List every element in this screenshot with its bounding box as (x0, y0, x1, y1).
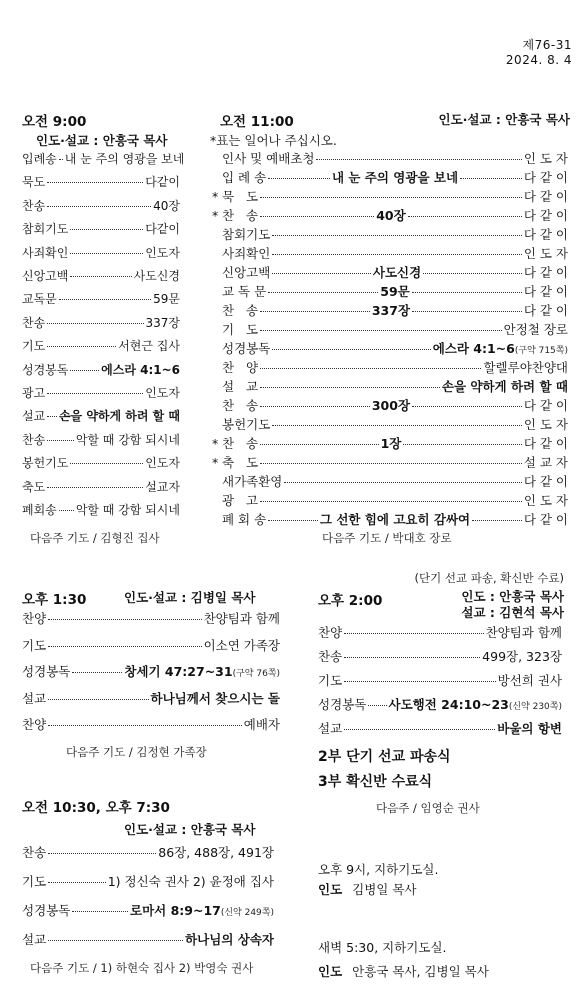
dot-leader (272, 273, 371, 274)
stand-marker: * (212, 436, 219, 451)
dot-leader (268, 520, 318, 521)
dot-leader (47, 323, 143, 324)
order-row (22, 718, 280, 732)
order-label: 찬 송 (222, 398, 259, 413)
order-value: 찬양팀과 함께 (203, 611, 280, 626)
order-row (22, 612, 280, 626)
order-row (22, 152, 185, 166)
order-label: 새가족환영 (222, 474, 283, 489)
order-value: 59문 (153, 292, 180, 307)
prayer-time: 오후 9시, 지하기도실. (318, 862, 439, 877)
order-label: 광 고 (222, 493, 259, 508)
dot-leader (460, 178, 522, 179)
order-row (22, 904, 274, 919)
dot-leader (260, 444, 378, 445)
order-label: 입 례 송 (222, 170, 267, 185)
order-row (22, 692, 280, 706)
order-value: 다 같 이 (523, 512, 569, 527)
dot-leader (408, 216, 522, 217)
service-time: 오전 9:00 (22, 114, 87, 130)
order-label: 기도 (22, 339, 46, 354)
order-row (22, 434, 180, 447)
doc-number: 제76-31 (522, 38, 572, 52)
order-label: 묵도 (22, 175, 46, 190)
order-value: 손을 약하게 하려 할 때 (441, 379, 568, 394)
dot-leader (72, 672, 122, 673)
order-row (212, 342, 568, 357)
order-label: 참회기도 (22, 222, 69, 237)
order-value: 인도자 (145, 245, 180, 260)
stand-marker: * (212, 189, 219, 204)
dot-leader (47, 487, 143, 488)
order-row (22, 875, 274, 889)
page-ref: (구약 76쪽) (232, 669, 280, 679)
leader-value: 안흥국 목사, 김병일 목사 (352, 964, 489, 979)
dot-leader (59, 299, 151, 300)
order-value: 다 같 이 (523, 227, 568, 242)
order-label: 성경봉독 (22, 362, 69, 377)
order-value: 방선희 권사 (497, 673, 562, 688)
order-row (22, 340, 180, 353)
order-label: 묵 도 (222, 189, 259, 204)
dot-leader (48, 646, 201, 647)
next-week-prayer: 다음주 기도 / 1) 하현숙 집사 2) 박영숙 권사 (30, 961, 254, 975)
bulletin-date: 2024. 8. 4 (505, 53, 572, 67)
dot-leader (272, 349, 430, 350)
prayer-leader (318, 962, 489, 980)
order-row (212, 209, 568, 223)
order-label: 축도 (22, 479, 46, 494)
order-detail: 59문 (380, 284, 410, 299)
order-label: 신앙고백 (222, 265, 271, 280)
dot-leader (260, 387, 440, 388)
dot-leader (272, 235, 522, 236)
dot-leader (70, 276, 131, 277)
service-preacher: 설교 : 김현석 목사 (461, 605, 564, 620)
order-label: 봉헌기도 (22, 456, 69, 471)
dot-leader (260, 311, 370, 312)
order-row (212, 494, 568, 508)
order-label: 찬양 (318, 625, 343, 640)
order-row (22, 639, 280, 653)
dot-leader (70, 370, 99, 371)
page-ref: (신약 230쪽) (508, 702, 562, 712)
order-row (318, 698, 562, 713)
order-label: 봉헌기도 (222, 417, 271, 432)
order-value: 다 같 이 (523, 170, 568, 185)
order-value: 사도신경 (133, 269, 180, 283)
order-label: 설교 (22, 932, 47, 947)
dot-leader (412, 406, 522, 407)
order-detail: 40장 (376, 208, 406, 223)
order-value: 악할 때 강함 되시네 (75, 432, 180, 447)
next-week-prayer: 다음주 기도 / 박대호 장로 (322, 531, 452, 545)
order-value: 바울의 항변 (497, 721, 562, 736)
order-row (318, 674, 562, 688)
dot-leader (47, 182, 143, 183)
dot-leader (59, 510, 74, 511)
dot-leader (260, 501, 522, 502)
order-value: 1) 정신숙 권사 2) 윤정애 집사 (107, 874, 274, 889)
order-value: 인 도 자 (523, 493, 568, 508)
order-row (212, 418, 568, 432)
prayer-leader (318, 880, 417, 898)
order-label: 참회기도 (222, 227, 271, 242)
order-row (212, 361, 568, 375)
dot-leader (344, 729, 495, 730)
order-label: 기도 (22, 637, 47, 653)
dot-leader (272, 254, 522, 255)
order-value: 인 도 자 (523, 151, 568, 166)
order-detail: 337장 (371, 303, 411, 318)
order-row (22, 387, 180, 400)
order-value: 86장, 488장, 491장 (158, 845, 274, 860)
next-week-prayer: 다음주 / 임영순 권사 (376, 801, 480, 815)
dot-leader (260, 368, 481, 369)
order-value: 에스라 4:1~6 (101, 362, 180, 377)
order-label: 기도 (318, 673, 343, 688)
order-value: 사도행전 24:10~23 (388, 697, 509, 712)
dot-leader (403, 444, 521, 445)
dot-leader (260, 406, 370, 407)
dot-leader (344, 657, 480, 658)
order-value: 설교자 (145, 479, 180, 494)
order-value: 다 같 이 (523, 303, 568, 318)
next-week-prayer: 다음주 기도 / 김형진 집사 (30, 531, 160, 545)
order-row (318, 722, 562, 736)
dot-leader (70, 253, 143, 254)
page-ref: (구약 715쪽) (514, 346, 568, 356)
order-value: 다 같 이 (523, 398, 568, 413)
order-row (212, 323, 568, 337)
order-value: 서현근 집사 (118, 339, 180, 354)
order-value: 인도자 (145, 386, 180, 400)
dot-leader (316, 159, 521, 160)
order-row (212, 380, 568, 394)
order-row (22, 176, 180, 189)
order-value: 다 같 이 (523, 284, 569, 299)
order-row (22, 504, 180, 517)
order-row (22, 846, 274, 860)
order-label: 성경봉독 (22, 903, 71, 918)
order-label: 찬 송 (222, 208, 259, 223)
order-detail: 1장 (380, 436, 402, 451)
dot-leader (412, 311, 522, 312)
order-row (212, 266, 568, 280)
dot-leader (260, 330, 502, 331)
order-value: 찬양팀과 함께 (485, 625, 562, 640)
service-leader: 인도·설교 : 안흥국 목사 (438, 112, 570, 127)
order-row (318, 626, 562, 640)
order-value: 설 교 자 (523, 455, 568, 470)
order-row (212, 456, 568, 470)
order-label: 설교 (318, 721, 343, 736)
dot-leader (47, 393, 143, 394)
order-row (318, 650, 562, 664)
dot-leader (272, 425, 522, 426)
order-value: 다같이 (145, 222, 180, 237)
order-value: 다 같 이 (523, 189, 568, 204)
order-label: 기도 (22, 874, 47, 889)
order-value: 다같이 (145, 175, 180, 190)
service-time: 오전 11:00 (220, 114, 294, 130)
order-label: 설교 (22, 409, 46, 424)
order-label: 신앙고백 (22, 269, 69, 283)
order-row (212, 437, 568, 451)
service-note: (단기 선교 파송, 확신반 수료) (414, 571, 564, 585)
order-row (212, 152, 568, 166)
service-leader: 인도 : 안흥국 목사 (461, 589, 564, 604)
dot-leader (47, 416, 57, 417)
order-row (22, 223, 180, 236)
order-row (212, 171, 568, 185)
dot-leader (344, 681, 495, 682)
order-label: 찬송 (22, 198, 46, 213)
order-value: 인 도 자 (523, 417, 568, 432)
order-value: 337장 (145, 315, 180, 330)
order-row (22, 481, 180, 494)
order-value: 이소연 가족장 (203, 637, 280, 653)
order-label: 설 교 (222, 379, 259, 394)
order-row (22, 270, 180, 283)
order-row (22, 457, 180, 470)
part-3: 3부 확신반 수료식 (318, 774, 433, 790)
order-row (212, 399, 568, 413)
dot-leader (48, 699, 148, 700)
order-label: 광고 (22, 386, 46, 400)
order-label: 찬송 (22, 315, 46, 330)
order-label: 찬양 (22, 611, 47, 626)
dot-leader (412, 292, 522, 293)
service-leader: 인도·설교 : 안흥국 목사 (124, 822, 256, 837)
order-label: 축 도 (222, 455, 259, 470)
service-time: 오후 1:30 (22, 592, 87, 608)
order-row (212, 228, 568, 242)
standing-note: *표는 일어나 주십시오. (210, 133, 337, 148)
order-value: 인도자 (145, 456, 180, 471)
prayer-time: 새벽 5:30, 지하기도실. (318, 940, 447, 955)
order-value: 다 같 이 (523, 208, 568, 223)
leader-value: 김병일 목사 (352, 882, 417, 897)
order-detail: 에스라 4:1~6 (432, 341, 515, 356)
service-time: 오전 10:30, 오후 7:30 (22, 800, 170, 816)
order-value: 499장, 323장 (482, 649, 562, 664)
order-row (212, 190, 568, 204)
order-row (22, 200, 180, 213)
service-time: 오후 2:00 (318, 593, 383, 609)
order-row (212, 247, 568, 261)
order-row (212, 513, 568, 527)
dot-leader (284, 482, 521, 483)
part-2: 2부 단기 선교 파송식 (318, 749, 451, 765)
dot-leader (260, 216, 374, 217)
leader-label: 인도 (318, 964, 343, 979)
order-label: 성경봉독 (222, 341, 271, 356)
dot-leader (47, 440, 74, 441)
order-detail: 사도신경 (372, 265, 422, 280)
order-value: 손을 약하게 하려 할 때 (58, 409, 180, 424)
dot-leader (48, 940, 183, 941)
dot-leader (344, 633, 483, 634)
order-detail: 300장 (371, 398, 411, 413)
dot-leader (260, 197, 522, 198)
order-row (22, 410, 180, 423)
order-label: 성경봉독 (318, 697, 367, 712)
order-label: 찬 양 (222, 360, 259, 375)
order-value: 다 같 이 (523, 436, 569, 451)
dot-leader (70, 463, 143, 464)
order-row (212, 304, 568, 318)
order-value: 할렐루야찬양대 (483, 360, 568, 375)
order-detail: 내 눈 주의 영광을 보네 (331, 170, 459, 185)
dot-leader (47, 346, 116, 347)
dot-leader (268, 178, 330, 179)
service-leader: 인도·설교 : 김병일 목사 (124, 590, 256, 605)
order-label: 폐 회 송 (222, 512, 267, 527)
order-row (22, 247, 180, 260)
dot-leader (423, 273, 522, 274)
order-row (212, 475, 568, 489)
service-leader: 인도·설교 : 안흥국 목사 (36, 133, 168, 148)
order-value: 예배자 (243, 717, 280, 732)
order-value: 악할 때 강함 되시네 (75, 503, 180, 517)
dot-leader (48, 882, 106, 883)
dot-leader (47, 206, 151, 207)
order-label: 찬 송 (222, 436, 259, 451)
order-value: 안정철 장로 (503, 322, 568, 337)
order-value: 로마서 8:9~17 (130, 903, 221, 918)
order-label: 찬 송 (222, 303, 259, 318)
order-row (22, 665, 280, 680)
dot-leader (268, 292, 378, 293)
dot-leader (70, 229, 143, 230)
order-value: 다 같 이 (523, 265, 568, 280)
order-row (22, 364, 180, 377)
order-label: 찬송 (22, 845, 47, 860)
order-value: 하나님의 상속자 (185, 932, 274, 947)
page-ref: (신약 249쪽) (220, 908, 274, 918)
order-value: 40장 (153, 198, 180, 213)
order-row (22, 933, 274, 947)
order-label: 교 독 문 (222, 284, 267, 299)
dot-leader (260, 463, 522, 464)
order-detail: 그 선한 힘에 고요히 감싸여 (319, 512, 471, 527)
stand-marker: * (212, 208, 219, 223)
next-week-prayer: 다음주 기도 / 김정현 가족장 (66, 745, 207, 759)
order-label: 찬양 (22, 717, 47, 732)
order-row (22, 293, 180, 306)
order-value: 인 도 자 (523, 246, 568, 261)
dot-leader (368, 705, 386, 706)
dot-leader (59, 159, 63, 160)
order-row (212, 285, 568, 299)
order-label: 교독문 (22, 292, 57, 307)
order-label: 입례송 (22, 152, 57, 166)
stand-marker: * (212, 455, 219, 470)
dot-leader (72, 911, 128, 912)
dot-leader (48, 619, 201, 620)
order-label: 폐회송 (22, 503, 57, 517)
order-label: 설교 (22, 690, 47, 706)
order-label: 사죄확인 (222, 246, 271, 261)
order-value: 다 같 이 (523, 474, 568, 489)
order-label: 찬송 (22, 432, 46, 447)
order-label: 인사 및 예배초청 (222, 151, 315, 166)
order-label: 사죄확인 (22, 245, 69, 260)
order-label: 성경봉독 (22, 664, 71, 679)
order-value: 내 눈 주의 영광을 보네 (64, 152, 185, 166)
leader-label: 인도 (318, 882, 343, 897)
dot-leader (48, 853, 156, 854)
dot-leader (472, 520, 522, 521)
order-value: 창세기 47:27~31 (124, 664, 233, 679)
order-row (22, 317, 180, 330)
order-value: 하나님께서 찾으시는 돌 (150, 690, 280, 706)
order-label: 기 도 (222, 322, 259, 337)
order-label: 찬송 (318, 649, 343, 664)
dot-leader (48, 725, 242, 726)
